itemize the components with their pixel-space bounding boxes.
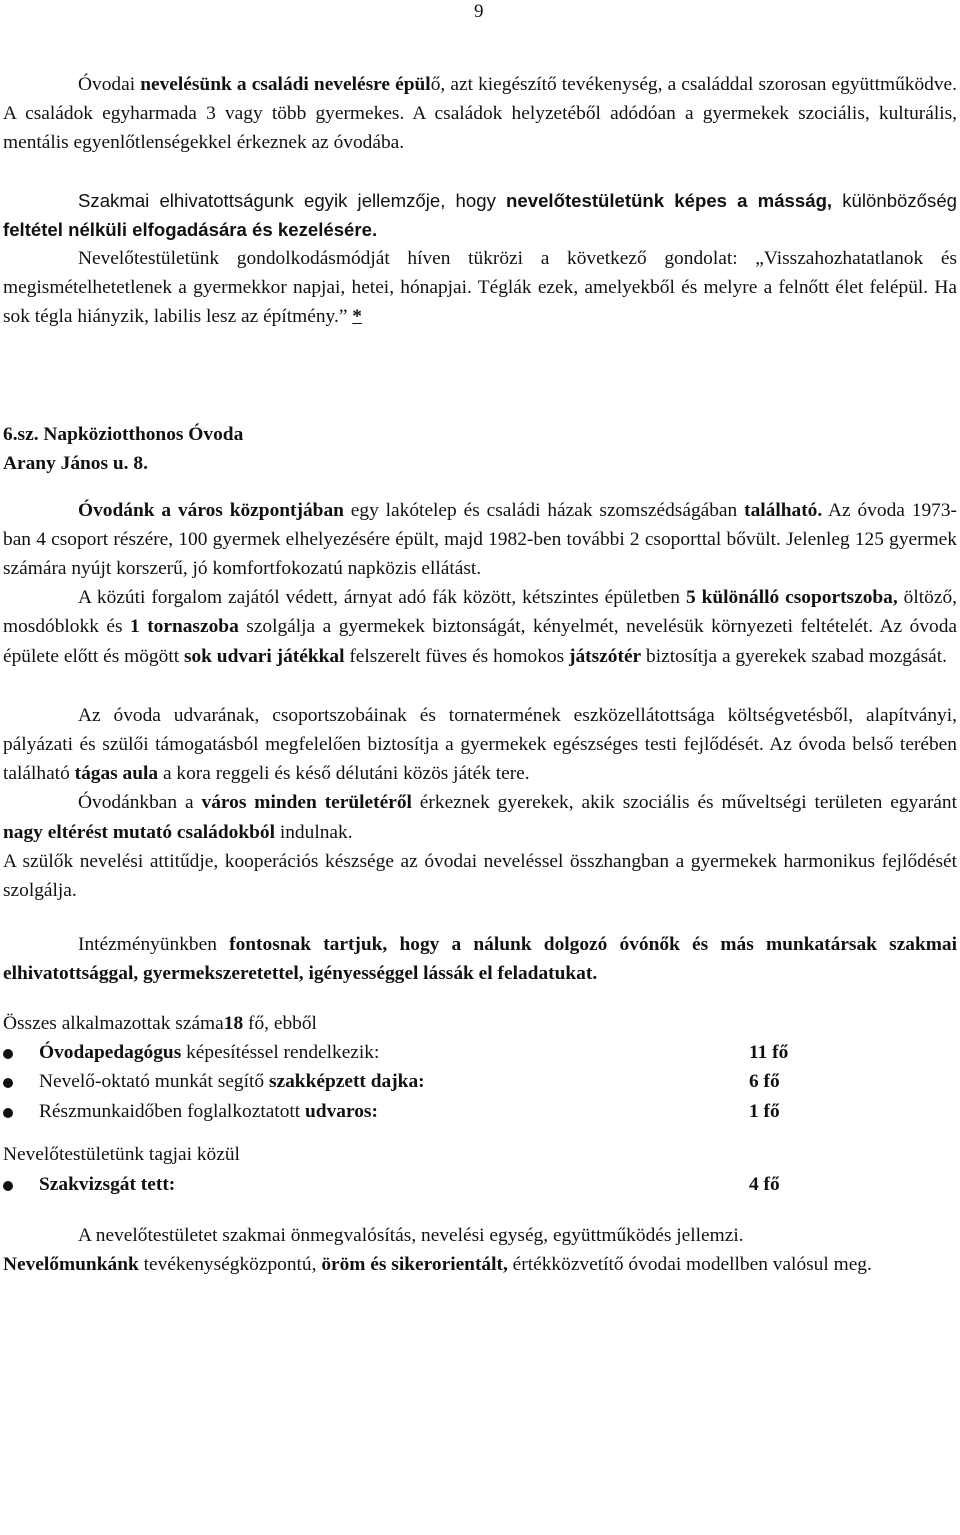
text-run: Az óvoda udvarának, csoportszobáinak és tornatermének eszközellátottsága költségvetésből, alapítványi, pályázati és szülői támogatásból megfelelően biztosítja a gyermekek egészséges testi fejlődését. Az óvoda belső terében található (3, 704, 957, 785)
paragraph-staff-expectations (3, 930, 957, 988)
staff-count: 6 fő (749, 1071, 780, 1093)
text-run: felszerelt füves és homokos (344, 645, 570, 667)
paragraph-children-origin (3, 788, 957, 846)
paragraph-equipment (3, 701, 957, 789)
bullet-icon (3, 1108, 13, 1118)
bold-run: Szakvizsgát tett: (39, 1173, 176, 1195)
paragraph-staff-character: A nevelőtestületet szakmai önmegvalósítás, nevelési egység, együttműködés jellemzi. (78, 1225, 744, 1247)
text-run: a kora reggeli és késő délutáni közös játék tere. (158, 763, 530, 785)
text-run: szolgálja a gyermekek biztonságát, kényelmét, nevelésük környezeti feltételét. Az óvoda épülete előtt és mögött (3, 616, 958, 667)
text-run: Az óvoda 1973-ban 4 csoport részére, 100 gyermek elhelyezésére épült, majd 1982-ben további 2 csoporttal bővült. Jelenleg 125 gyermek számára nyújt korszerű, jó komfortfokozatú napközis ellátást. (3, 499, 957, 580)
document-body (3, 70, 957, 1279)
staff-total: 18 (223, 1012, 244, 1034)
list-item (3, 1170, 957, 1200)
footnote-link[interactable]: * (352, 306, 362, 328)
text-run: Összes alkalmazottak száma (3, 1012, 224, 1034)
text-run: Nevelő-oktató munkát segítő (39, 1071, 269, 1093)
text-run: különbözőség (842, 189, 957, 211)
paragraph-location (3, 496, 957, 584)
members-intro: Nevelőtestületünk tagjai közül (3, 1144, 240, 1166)
list-item (3, 1067, 957, 1097)
text-run: A közúti forgalom zajától védett, árnyat adó fák között, kétszintes épületben (78, 587, 686, 609)
text-run: öltöző, mosdóblokk és (3, 587, 957, 638)
paragraph-model (3, 1250, 957, 1279)
bold-run: Óvodánk a város központjában (78, 499, 344, 521)
bold-run: feltétel nélküli elfogadására és kezelésére. (3, 218, 378, 240)
bold-run: Nevelőmunkánk (3, 1254, 139, 1276)
kindergarten-address: Arany János u. 8. (3, 452, 148, 474)
bold-run: 5 különálló csoportszoba, (685, 587, 898, 609)
text-run: Szakmai elhivatottságunk egyik jellemzője, hogy (78, 189, 507, 211)
bold-run: fontosnak tartjuk, hogy a nálunk dolgozó óvónők és más munkatársak szakmai elhivatottsággal, gyermekszeretettel, igényességgel lássák el feladatukat. (3, 934, 958, 985)
text-run: Intézményünkben (78, 934, 230, 956)
bold-run: sok udvari játékkal (183, 645, 345, 667)
list-item (3, 1097, 957, 1127)
bold-run: tágas aula (74, 763, 159, 785)
staff-list (3, 1038, 957, 1127)
text-run: képesítéssel rendelkezik: (181, 1041, 380, 1063)
text-run: értékközvetítő óvodai modellben valósul meg. (507, 1254, 872, 1276)
staff-intro (3, 1009, 957, 1038)
bold-run: 1 tornaszoba (130, 616, 239, 638)
staff-count: 1 fő (749, 1100, 780, 1122)
bold-run: nagy eltérést mutató családokból (3, 821, 275, 843)
bold-run: nevelésünk a családi nevelésre épül (140, 74, 431, 95)
text-run: indulnak. (275, 821, 353, 843)
text-run: tevékenységközpontú, (138, 1254, 322, 1276)
bold-run: Óvodapedagógus (39, 1041, 182, 1063)
quote-text: Nevelőtestületünk gondolkodásmódját híven tükrözi a következő gondolat: „Visszahozhatatlanok és megismételhetetlenek a gyermekkor napjai, hetei, hónapjai. Téglák ezek, amelyekből és melyre a felnőtt élet felépül. Ha sok tégla hiányzik, labilis lesz az építmény.” (3, 248, 957, 328)
text-run: Részmunkaidőben foglalkoztatott (39, 1100, 306, 1122)
text-run: érkeznek gyerekek, akik szociális és műveltségi területen egyaránt (411, 792, 957, 814)
bold-run: város minden területéről (201, 792, 412, 814)
staff-summary (3, 1009, 957, 1199)
list-item (3, 1038, 957, 1068)
staff-count: 11 fő (749, 1041, 789, 1063)
text-run: biztosítja a gyerekek szabad mozgását. (641, 645, 947, 667)
text-run: Óvodai (78, 74, 141, 95)
bold-run: található. (744, 499, 823, 521)
paragraph-building (3, 583, 957, 671)
bold-run: szakképzett dajka: (268, 1071, 425, 1093)
bold-run: játszótér (569, 645, 642, 667)
paragraph-family-education (3, 70, 957, 158)
text-run: Óvodánkban a (78, 792, 202, 814)
bold-run: udvaros: (305, 1100, 378, 1122)
kindergarten-name: 6.sz. Napköziotthonos Óvoda (3, 423, 244, 445)
exam-list (3, 1170, 957, 1200)
paragraph-professional-commitment (3, 186, 957, 244)
bold-run: öröm és sikerorientált, (321, 1254, 508, 1276)
bullet-icon (3, 1049, 13, 1059)
section-heading (3, 420, 957, 478)
paragraph-parents: A szülők nevelési attitűdje, kooperációs készsége az óvodai neveléssel összhangban a gyermekek harmonikus fejlődését szolgálja. (3, 850, 957, 902)
staff-count: 4 fő (749, 1173, 780, 1195)
text-run: fő, ebből (243, 1012, 317, 1034)
text-run: egy lakótelep és családi házak szomszédságában (343, 499, 745, 521)
paragraph-quote (3, 244, 957, 332)
bold-run: nevelőtestületünk képes a másság, (506, 189, 843, 211)
text-run: ő, azt kiegészítő tevékenység, a családdal szorosan együttműködve. A családok egyharmada 3 vagy több gyermekes. A családok helyzetéből adódóan a gyermekek szociális, kulturális, mentális egyenlőtlenségekkel érkeznek az óvodába. (3, 74, 957, 154)
page-number: 9 (474, 1, 484, 22)
bullet-icon (3, 1078, 13, 1088)
bullet-icon (3, 1181, 13, 1191)
